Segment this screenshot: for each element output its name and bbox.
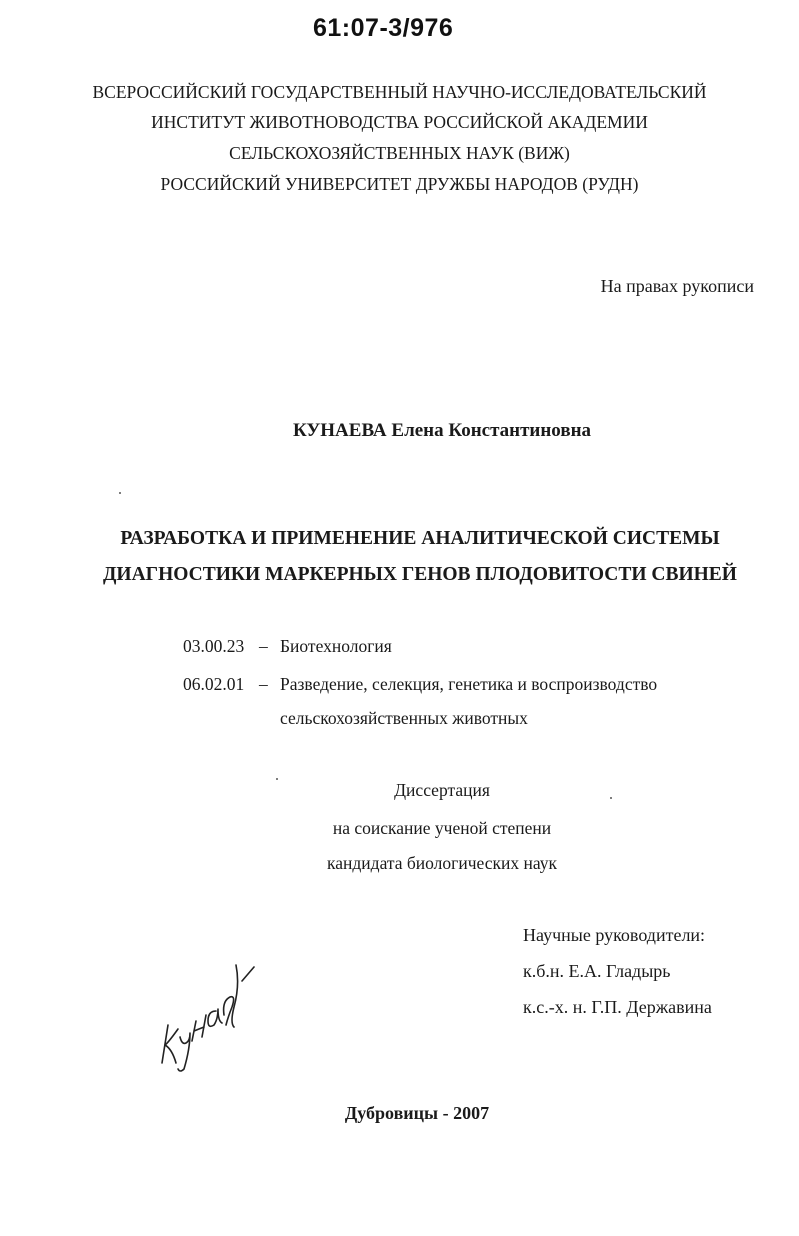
archive-stamp: 61:07-3/976 [313, 14, 454, 42]
place-and-year: Дубровицы - 2007 [344, 1103, 490, 1123]
institution-line-3: СЕЛЬСКОХОЗЯЙСТВЕННЫХ НАУК (ВИЖ) [229, 143, 570, 163]
degree-line-3: кандидата биологических наук [327, 853, 557, 873]
thesis-title-line-1: РАЗРАБОТКА И ПРИМЕНЕНИЕ АНАЛИТИЧЕСКОЙ СИСТЕМЫ [120, 528, 720, 549]
author-name: КУНАЕВА Елена Константиновна [292, 420, 592, 441]
scan-speck [276, 778, 278, 780]
specialty-name-2-cont: сельскохозяйственных животных [280, 708, 528, 728]
thesis-title-line-2: ДИАГНОСТИКИ МАРКЕРНЫХ ГЕНОВ ПЛОДОВИТОСТИ СВИНЕЙ [103, 564, 737, 585]
institution-line-4: РОССИЙСКИЙ УНИВЕРСИТЕТ ДРУЖБЫ НАРОДОВ (РУДН) [160, 174, 639, 194]
degree-line-2: на соискание ученой степени [332, 818, 552, 838]
scan-speck [119, 492, 121, 494]
supervisor-1: к.б.н. Е.А. Гладырь [523, 961, 671, 981]
degree-line-1: Диссертация [394, 780, 490, 800]
specialty-name-2: Разведение, селекция, генетика и воспроизводство [280, 674, 658, 694]
specialty-dash-2: – [259, 674, 268, 694]
supervisors-label: Научные руководители: [523, 925, 706, 945]
specialty-name-1: Биотехнология [280, 636, 392, 656]
handwritten-signature [150, 945, 260, 1075]
specialty-code-2: 06.02.01 [183, 674, 245, 694]
supervisor-2: к.с.-х. н. Г.П. Державина [523, 997, 712, 1017]
rights-note: На правах рукописи [600, 276, 754, 296]
specialty-code-1: 03.00.23 [183, 636, 245, 656]
institution-line-1: ВСЕРОССИЙСКИЙ ГОСУДАРСТВЕННЫЙ НАУЧНО-ИССЛЕДОВАТЕЛЬСКИЙ [92, 82, 707, 102]
specialty-dash-1: – [259, 636, 268, 656]
scan-speck [610, 797, 612, 799]
institution-line-2: ИНСТИТУТ ЖИВОТНОВОДСТВА РОССИЙСКОЙ АКАДЕМИИ [151, 112, 648, 132]
